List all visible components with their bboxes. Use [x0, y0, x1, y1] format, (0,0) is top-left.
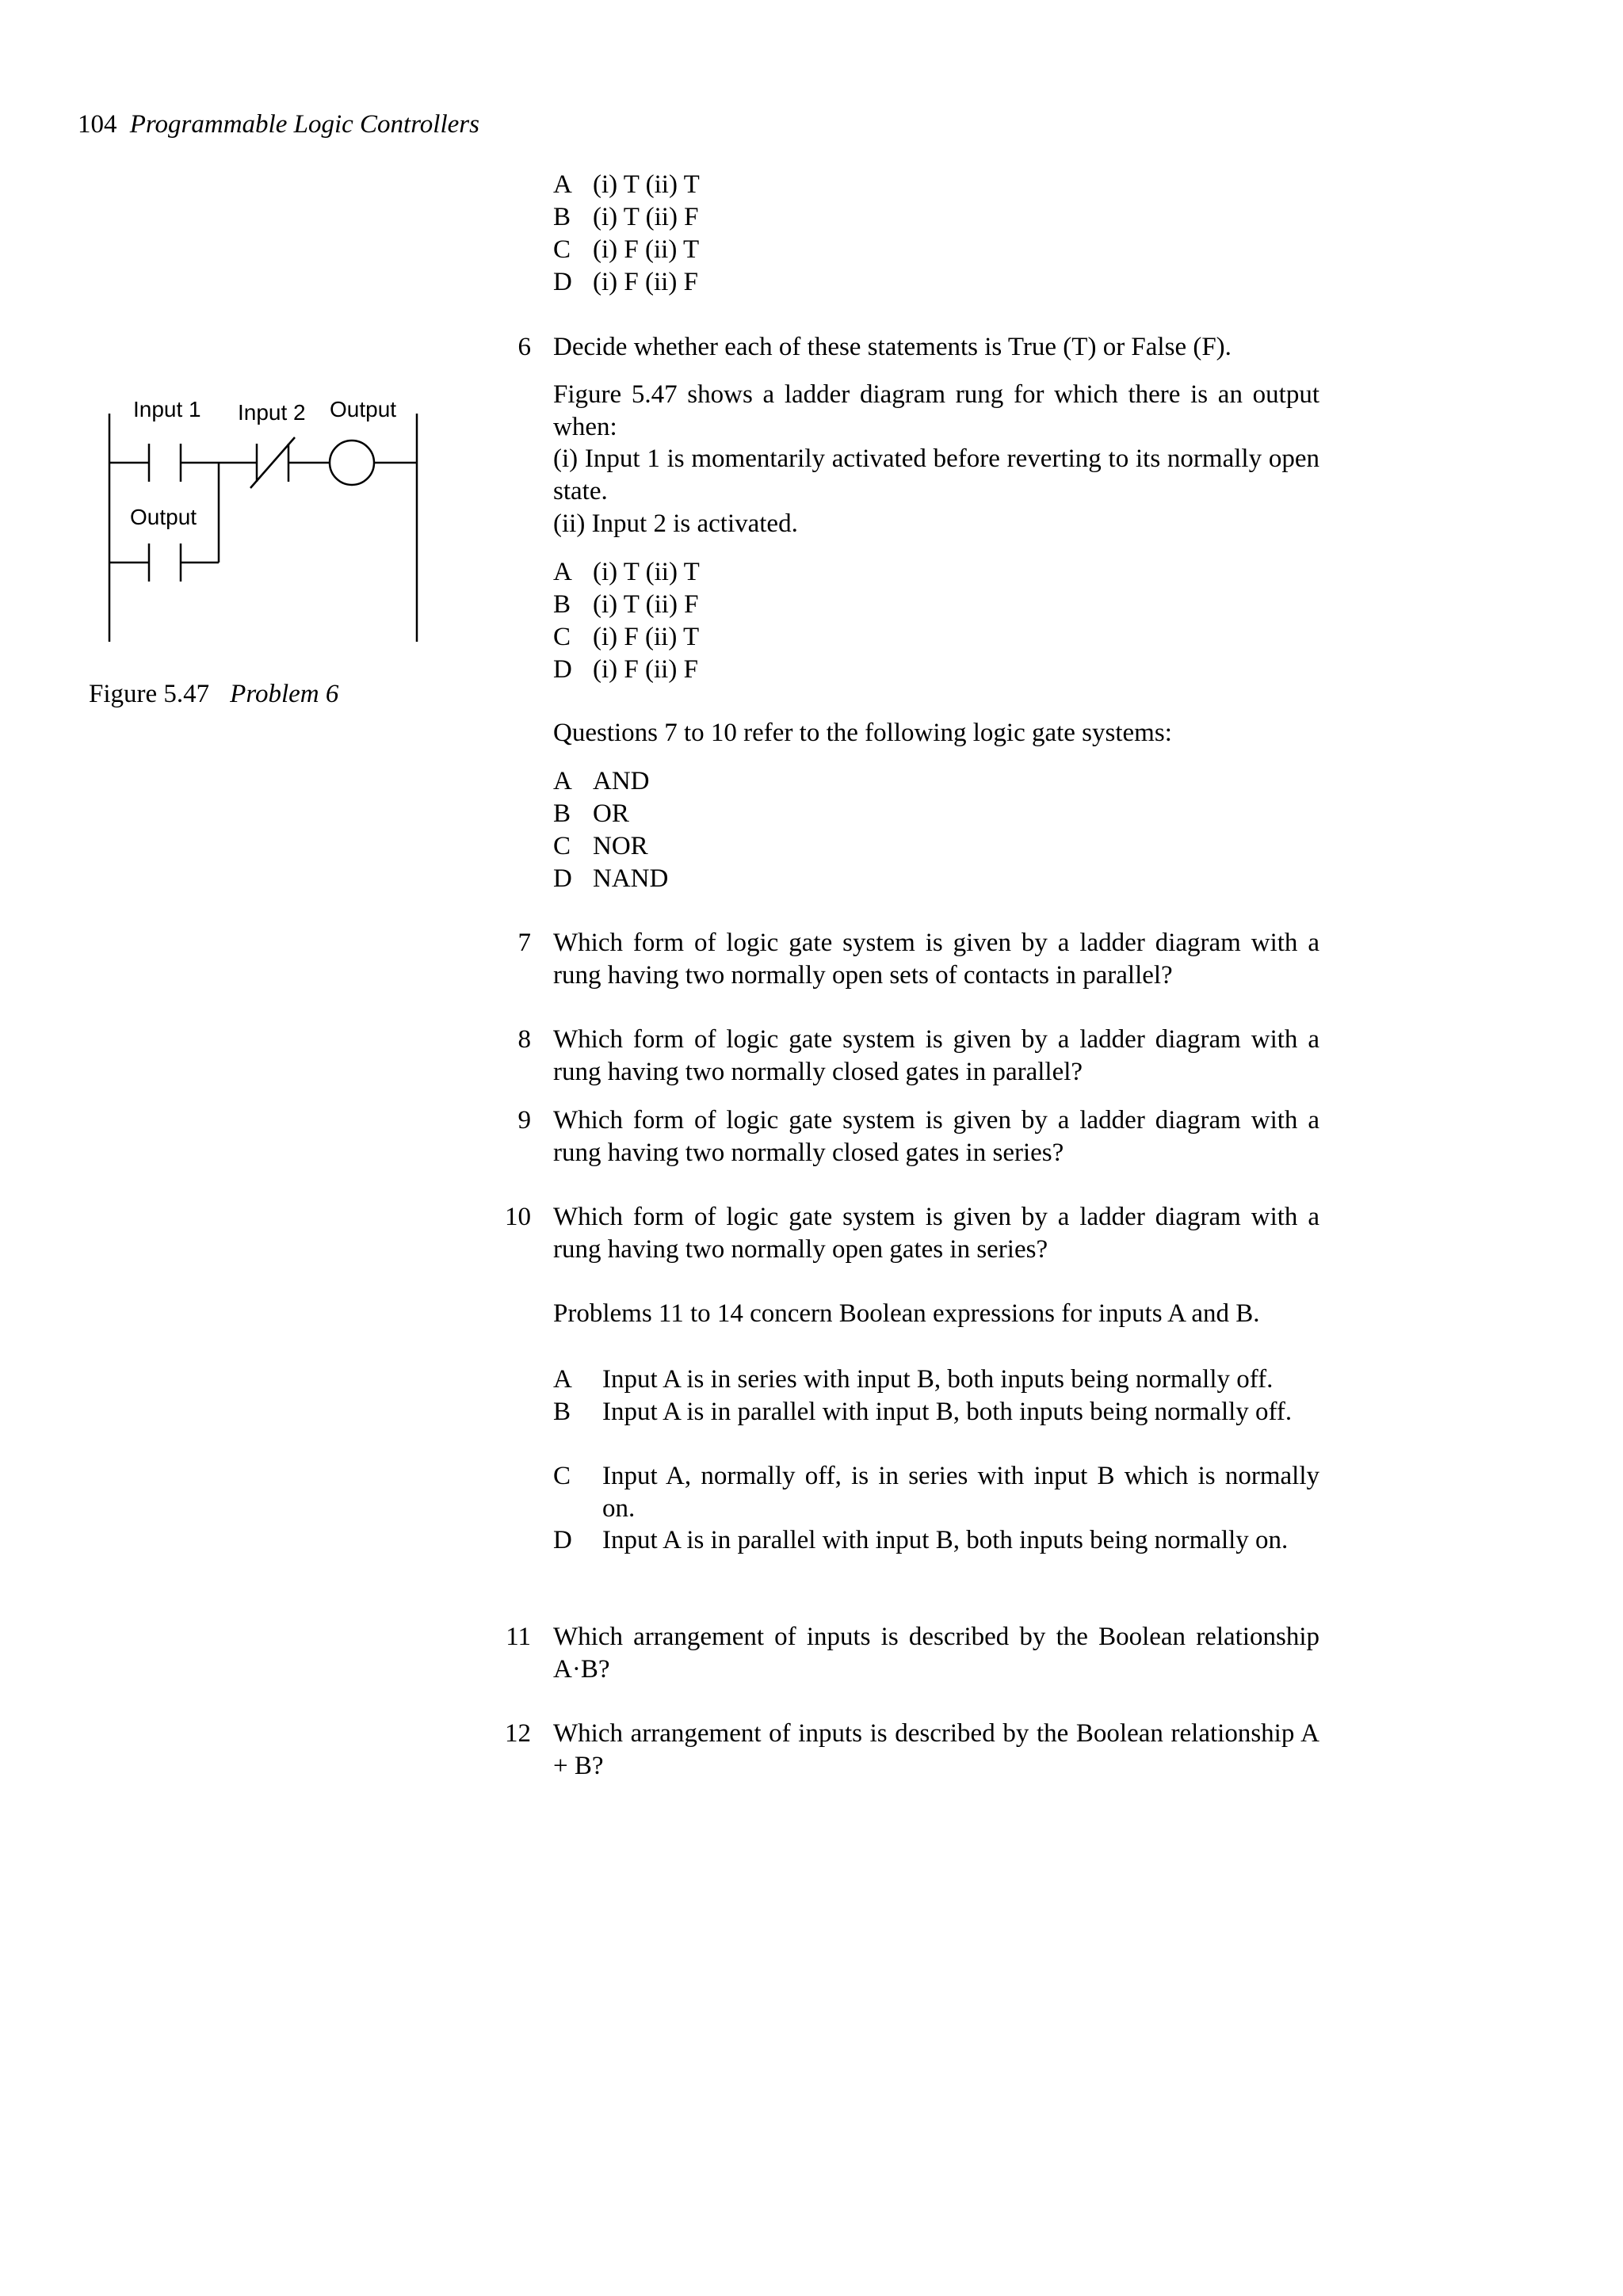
output-coil [330, 441, 374, 485]
top-option-b: B (i) T (ii) F [553, 203, 699, 231]
q6-option-c: C (i) F (ii) T [553, 623, 700, 651]
question-number-11: 11 [506, 1623, 531, 1651]
question-number-10: 10 [505, 1203, 531, 1231]
gate-option-b: B OR [553, 799, 629, 828]
input-2-contact [250, 437, 295, 488]
q6-option-b: B (i) T (ii) F [553, 590, 699, 619]
boolean-option-b: B Input A is in parallel with input B, both inputs being normally off. [553, 1398, 1293, 1426]
question-9-text: Which form of logic gate system is given by a ladder diagram with a rung having two normally closed gates in series? [553, 1106, 1319, 1167]
ladder-diagram-figure [95, 380, 444, 650]
question-11-text: Which arrangement of inputs is described by the Boolean relationship A·B? [553, 1623, 1319, 1684]
question-6-statement-ii: (ii) Input 2 is activated. [553, 509, 798, 538]
top-option-a: A (i) T (ii) T [553, 170, 700, 199]
gate-option-a: A AND [553, 767, 650, 795]
question-number-8: 8 [517, 1025, 531, 1054]
boolean-intro: Problems 11 to 14 concern Boolean expressions for inputs A and B. [553, 1299, 1260, 1328]
question-number-9: 9 [517, 1106, 531, 1135]
figure-title: Problem 6 [230, 680, 339, 708]
question-number-6: 6 [517, 333, 531, 361]
q6-option-d: D (i) F (ii) F [553, 655, 698, 684]
question-10-text: Which form of logic gate system is given by a ladder diagram with a rung having two normally open gates in series? [553, 1203, 1319, 1264]
gates-intro: Questions 7 to 10 refer to the following logic gate systems: [553, 719, 1172, 747]
figure-caption [89, 678, 338, 711]
page-number: 104 [78, 110, 117, 139]
q6-option-a: A (i) T (ii) T [553, 558, 700, 586]
input-1-contact [149, 444, 181, 482]
question-number-12: 12 [505, 1719, 531, 1748]
figure-number: Figure 5.47 [89, 680, 210, 708]
question-8-text: Which form of logic gate system is given by a ladder diagram with a rung having two normally closed gates in parallel? [553, 1025, 1319, 1086]
book-title: Programmable Logic Controllers [129, 110, 479, 139]
boolean-option-c: C Input A, normally off, is in series with input B which is normally on. [553, 1462, 1319, 1523]
running-header [78, 109, 479, 140]
label-input-2: Input 2 [238, 400, 306, 425]
label-input-1: Input 1 [133, 397, 201, 421]
top-option-c: C (i) F (ii) T [553, 235, 700, 264]
gate-option-d: D NAND [553, 864, 669, 893]
question-7-text: Which form of logic gate system is given by a ladder diagram with a rung having two normally open sets of contacts in parallel? [553, 929, 1319, 990]
question-number-7: 7 [517, 929, 531, 957]
gate-option-c: C NOR [553, 832, 648, 860]
question-12-text: Which arrangement of inputs is described by the Boolean relationship A + B? [553, 1719, 1319, 1780]
boolean-option-a: A Input A is in series with input B, both inputs being normally off. [553, 1365, 1274, 1394]
question-6-statement-i: (i) Input 1 is momentarily activated before reverting to its normally open state. [553, 444, 1319, 505]
top-option-d: D (i) F (ii) F [553, 268, 698, 296]
question-6-paragraph: Figure 5.47 shows a ladder diagram rung for which there is an output when: [553, 380, 1319, 441]
label-output: Output [330, 397, 397, 421]
question-6-text: Decide whether each of these statements is True (T) or False (F). [553, 333, 1232, 361]
boolean-option-d: D Input A is in parallel with input B, both inputs being normally on. [553, 1526, 1289, 1554]
label-output-contact: Output [130, 505, 197, 529]
output-latch-contact [149, 543, 181, 582]
ladder-diagram [95, 380, 444, 650]
